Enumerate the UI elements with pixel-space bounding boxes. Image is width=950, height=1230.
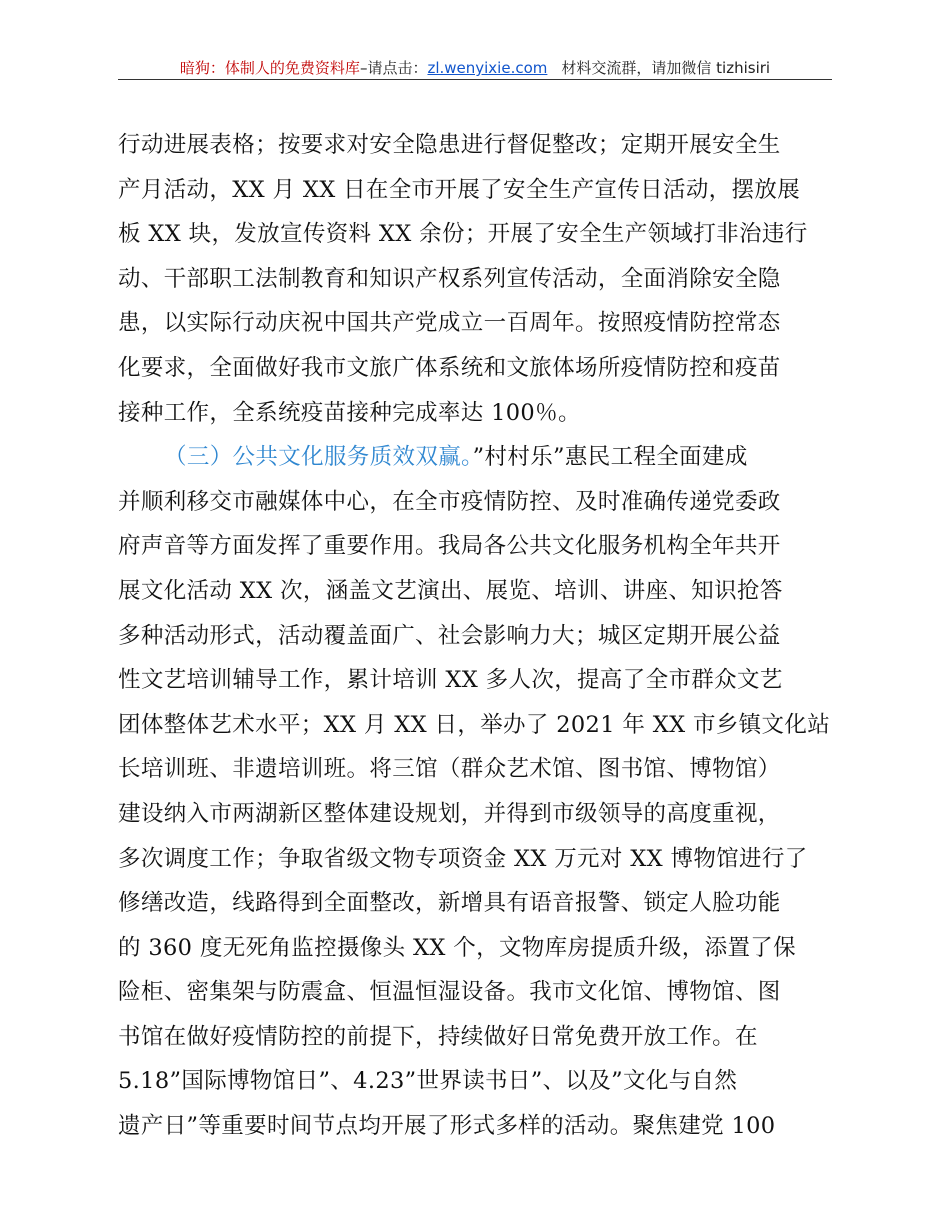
body-text	[118, 123, 838, 1149]
text-line: 建设纳入市两湖新区整体建设规划，并得到市级领导的高度重视，	[118, 800, 781, 827]
text-line: 展文化活动 XX 次，涵盖文艺演出、展览、培训、讲座、知识抢答	[118, 577, 783, 604]
text-line: 并顺利移交市融媒体中心，在全市疫情防控、及时准确传递党委政	[118, 488, 781, 515]
text-line: 性文艺培训辅导工作，累计培训 XX 多人次，提高了全市群众文艺	[118, 667, 783, 694]
text-line: 多种活动形式，活动覆盖面广、社会影响力大；城区定期开展公益	[118, 622, 781, 649]
section-heading: （三）公共文化服务质效双赢。	[164, 444, 473, 471]
text-line: 产月活动，XX 月 XX 日在全市开展了安全生产宣传日活动，摆放展	[118, 176, 801, 203]
header-contact: 材料交流群，请加微信 tizhisiri	[561, 59, 771, 77]
section-first-line-text: ”村村乐”惠民工程全面建成	[472, 444, 748, 471]
page-header	[118, 56, 832, 80]
header-divider	[118, 79, 832, 80]
text-line: 化要求，全面做好我市文旅广体系统和文旅体场所疫情防控和疫苗	[118, 354, 781, 381]
header-url-link[interactable]: zl.wenyixie.com	[427, 59, 548, 77]
text-line: 患，以实际行动庆祝中国共产党成立一百周年。按照疫情防控常态	[118, 310, 781, 337]
text-line: 行动进展表格；按要求对安全隐患进行督促整改；定期开展安全生	[118, 132, 781, 158]
section-first-line	[118, 435, 838, 480]
text-line: 板 XX 块，发放宣传资料 XX 余份；开展了安全生产领域打非治违行	[118, 221, 808, 248]
text-line: 动、干部职工法制教育和知识产权系列宣传活动，全面消除安全隐	[118, 265, 781, 292]
text-line: 书馆在做好疫情防控的前提下，持续做好日常免费开放工作。在	[118, 1023, 758, 1050]
text-line: 多次调度工作；争取省级文物专项资金 XX 万元对 XX 博物馆进行了	[118, 845, 808, 872]
text-line: 府声音等方面发挥了重要作用。我局各公共文化服务机构全年共开	[118, 533, 781, 560]
text-line: 团体整体艺术水平；XX 月 XX 日，举办了 2021 年 XX 市乡镇文化站	[118, 711, 831, 738]
text-line: 的 360 度无死角监控摄像头 XX 个，文物库房提质升级，添置了保	[118, 934, 796, 961]
text-line: 5.18”国际博物馆日”、4.23”世界读书日”、以及”文化与自然	[118, 1068, 738, 1095]
text-line: 遗产日”等重要时间节点均开展了形式多样的活动。聚焦建党 100	[118, 1113, 776, 1140]
text-line: 修缮改造，线路得到全面整改，新增具有语音报警、锁定人脸功能	[118, 890, 781, 917]
header-prompt: –请点击：	[359, 59, 428, 77]
text-line: 长培训班、非遗培训班。将三馆（群众艺术馆、图书馆、博物馆）	[118, 756, 781, 783]
header-site-name: 暗狗：体制人的免费资料库	[179, 59, 360, 77]
text-line: 险柜、密集架与防震盒、恒温恒湿设备。我市文化馆、博物馆、图	[118, 979, 781, 1006]
text-line: 接种工作，全系统疫苗接种完成率达 100％。	[118, 399, 581, 426]
